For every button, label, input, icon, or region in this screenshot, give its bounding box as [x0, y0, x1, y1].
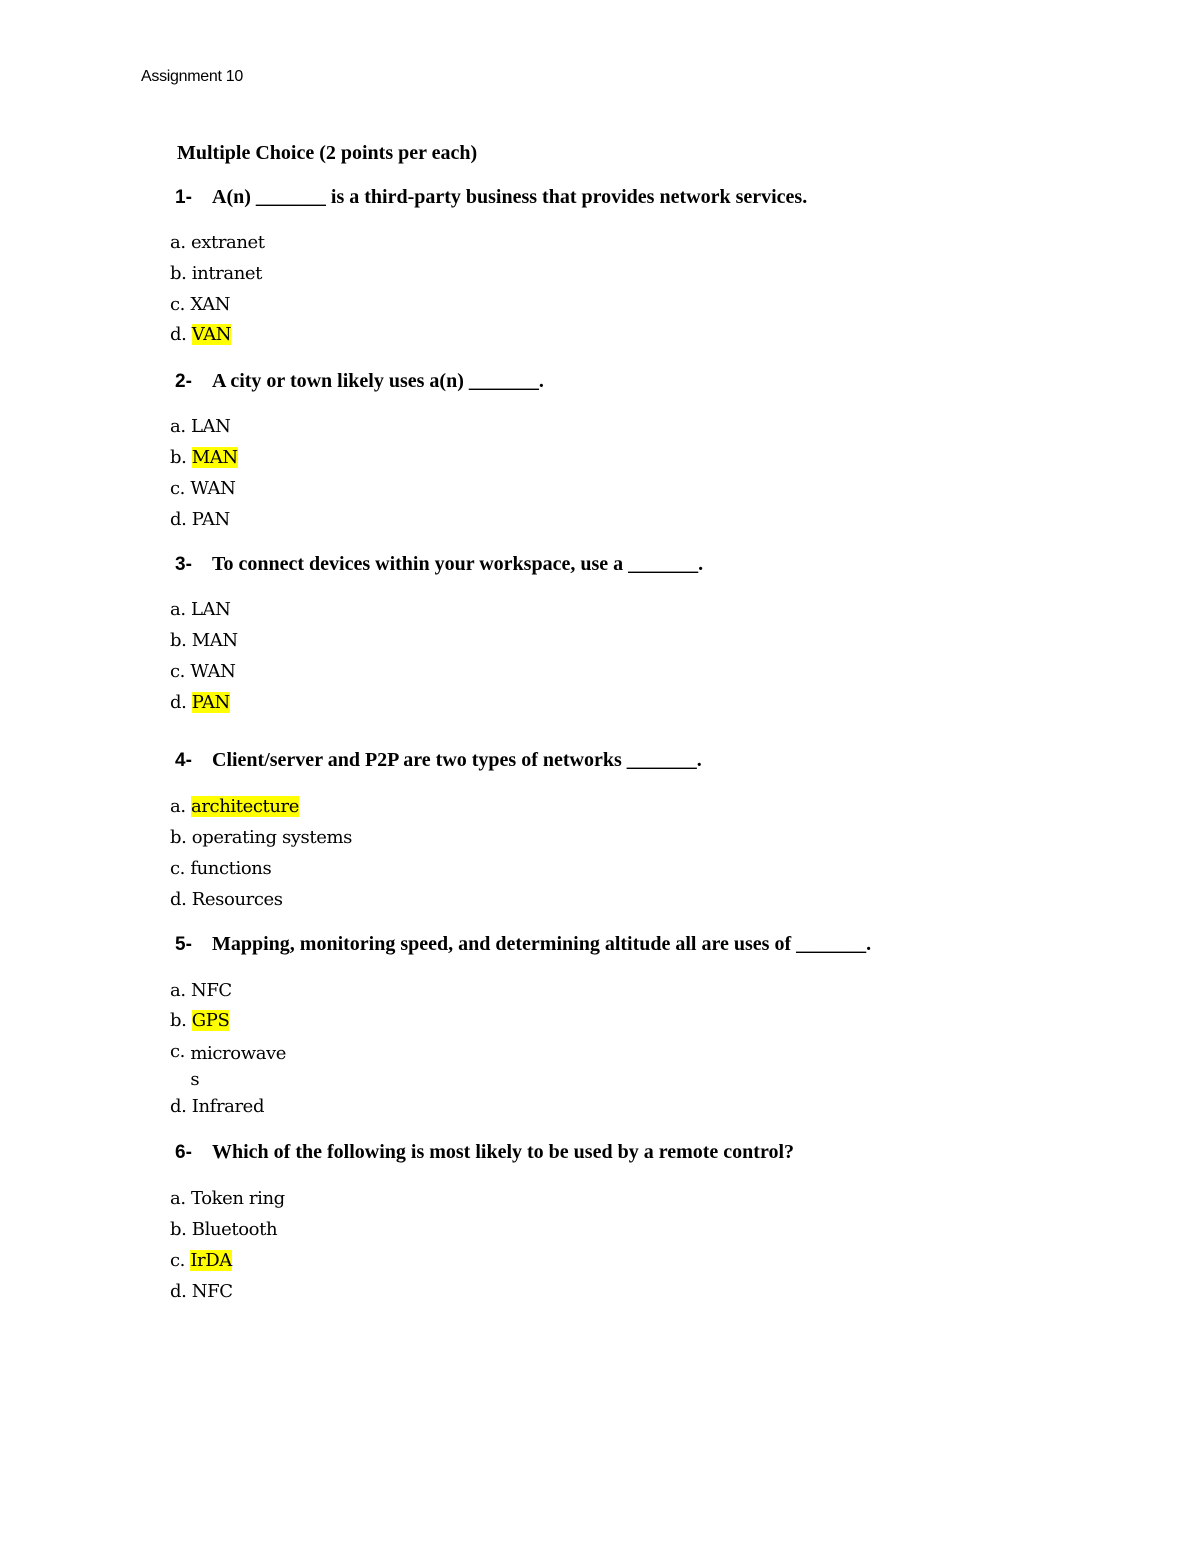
- question-text: A(n) _______ is a third-party business that provides network services.: [212, 186, 808, 208]
- question-5-option-a[interactable]: [170, 980, 232, 1001]
- question-1-option-c[interactable]: [170, 294, 230, 315]
- question-6-option-d[interactable]: [170, 1281, 233, 1302]
- question-number: 1-: [175, 187, 192, 208]
- option-text: Infrared: [191, 1096, 265, 1117]
- option-text: XAN: [190, 294, 231, 315]
- question-6-option-c[interactable]: [170, 1250, 232, 1271]
- option-text: LAN: [190, 599, 231, 620]
- option-letter: a.: [170, 232, 186, 253]
- question-3-option-b[interactable]: [170, 630, 238, 651]
- option-text: MAN: [191, 630, 238, 651]
- option-text: PAN: [191, 692, 230, 713]
- option-text: MAN: [191, 447, 238, 468]
- option-text: NFC: [191, 1281, 233, 1302]
- option-text: VAN: [191, 324, 232, 345]
- option-letter: a.: [170, 599, 186, 620]
- option-letter: d.: [170, 1096, 187, 1117]
- page-header: Assignment 10: [141, 68, 243, 85]
- option-letter: b.: [170, 447, 187, 468]
- section-title: Multiple Choice (2 points per each): [177, 142, 478, 164]
- option-letter: d.: [170, 692, 187, 713]
- option-letter: b.: [170, 630, 187, 651]
- option-text: LAN: [190, 416, 231, 437]
- option-letter: d.: [170, 889, 187, 910]
- option-letter: d.: [170, 1281, 187, 1302]
- option-letter: b.: [170, 827, 187, 848]
- question-number: 2-: [175, 371, 192, 392]
- question-number: 6-: [175, 1142, 192, 1163]
- question-6: [175, 1141, 794, 1164]
- question-5-option-d[interactable]: [170, 1096, 264, 1117]
- option-text: functions: [190, 858, 272, 879]
- option-text: WAN: [190, 478, 236, 499]
- option-letter: c.: [170, 294, 186, 315]
- question-4-option-a[interactable]: [170, 796, 299, 817]
- question-text: Client/server and P2P are two types of networks _______.: [212, 749, 702, 771]
- option-letter: b.: [170, 263, 187, 284]
- option-text: PAN: [191, 509, 230, 530]
- option-letter: c.: [170, 1041, 186, 1062]
- option-text: architecture: [190, 796, 300, 817]
- question-6-option-b[interactable]: [170, 1219, 277, 1240]
- question-text: To connect devices within your workspace, use a _______.: [212, 553, 704, 575]
- option-letter: d.: [170, 324, 187, 345]
- question-2: [175, 370, 544, 393]
- question-text: Mapping, monitoring speed, and determining altitude all are uses of _______.: [212, 933, 872, 955]
- option-letter: a.: [170, 980, 186, 1001]
- option-letter: b.: [170, 1010, 187, 1031]
- question-6-option-a[interactable]: [170, 1188, 285, 1209]
- question-1-option-b[interactable]: [170, 263, 262, 284]
- option-letter: b.: [170, 1219, 187, 1240]
- question-3-option-d[interactable]: [170, 692, 230, 713]
- option-letter: c.: [170, 661, 186, 682]
- option-text: NFC: [190, 980, 232, 1001]
- question-2-option-b[interactable]: [170, 447, 238, 468]
- option-text: extranet: [190, 232, 265, 253]
- question-number: 4-: [175, 750, 192, 771]
- question-number: 3-: [175, 554, 192, 575]
- option-text: Token ring: [190, 1188, 285, 1209]
- question-2-option-d[interactable]: [170, 509, 230, 530]
- question-1-option-d[interactable]: [170, 324, 231, 345]
- option-text: IrDA: [190, 1250, 232, 1271]
- option-text: Resources: [191, 889, 283, 910]
- question-5: [175, 933, 871, 956]
- question-5-option-c[interactable]: [170, 1041, 290, 1093]
- question-4-option-d[interactable]: [170, 889, 283, 910]
- option-text: GPS: [191, 1010, 230, 1031]
- question-4-option-c[interactable]: [170, 858, 271, 879]
- option-letter: c.: [170, 858, 186, 879]
- question-1-option-a[interactable]: [170, 232, 265, 253]
- option-text: WAN: [190, 661, 236, 682]
- option-letter: a.: [170, 796, 186, 817]
- option-letter: a.: [170, 1188, 186, 1209]
- question-text: A city or town likely uses a(n) _______.: [212, 370, 544, 392]
- option-text: Bluetooth: [191, 1219, 278, 1240]
- question-1: [175, 186, 807, 209]
- question-4-option-b[interactable]: [170, 827, 352, 848]
- option-letter: d.: [170, 509, 187, 530]
- option-text: microwaves: [190, 1043, 287, 1090]
- option-text: operating systems: [191, 827, 352, 848]
- question-4: [175, 749, 702, 772]
- question-3-option-c[interactable]: [170, 661, 236, 682]
- question-number: 5-: [175, 934, 192, 955]
- question-text: Which of the following is most likely to be used by a remote control?: [212, 1141, 795, 1163]
- option-letter: c.: [170, 1250, 186, 1271]
- question-3-option-a[interactable]: [170, 599, 231, 620]
- option-letter: a.: [170, 416, 186, 437]
- question-2-option-c[interactable]: [170, 478, 236, 499]
- question-3: [175, 553, 703, 576]
- option-letter: c.: [170, 478, 186, 499]
- question-2-option-a[interactable]: [170, 416, 231, 437]
- question-5-option-b[interactable]: [170, 1010, 229, 1031]
- option-text: intranet: [191, 263, 262, 284]
